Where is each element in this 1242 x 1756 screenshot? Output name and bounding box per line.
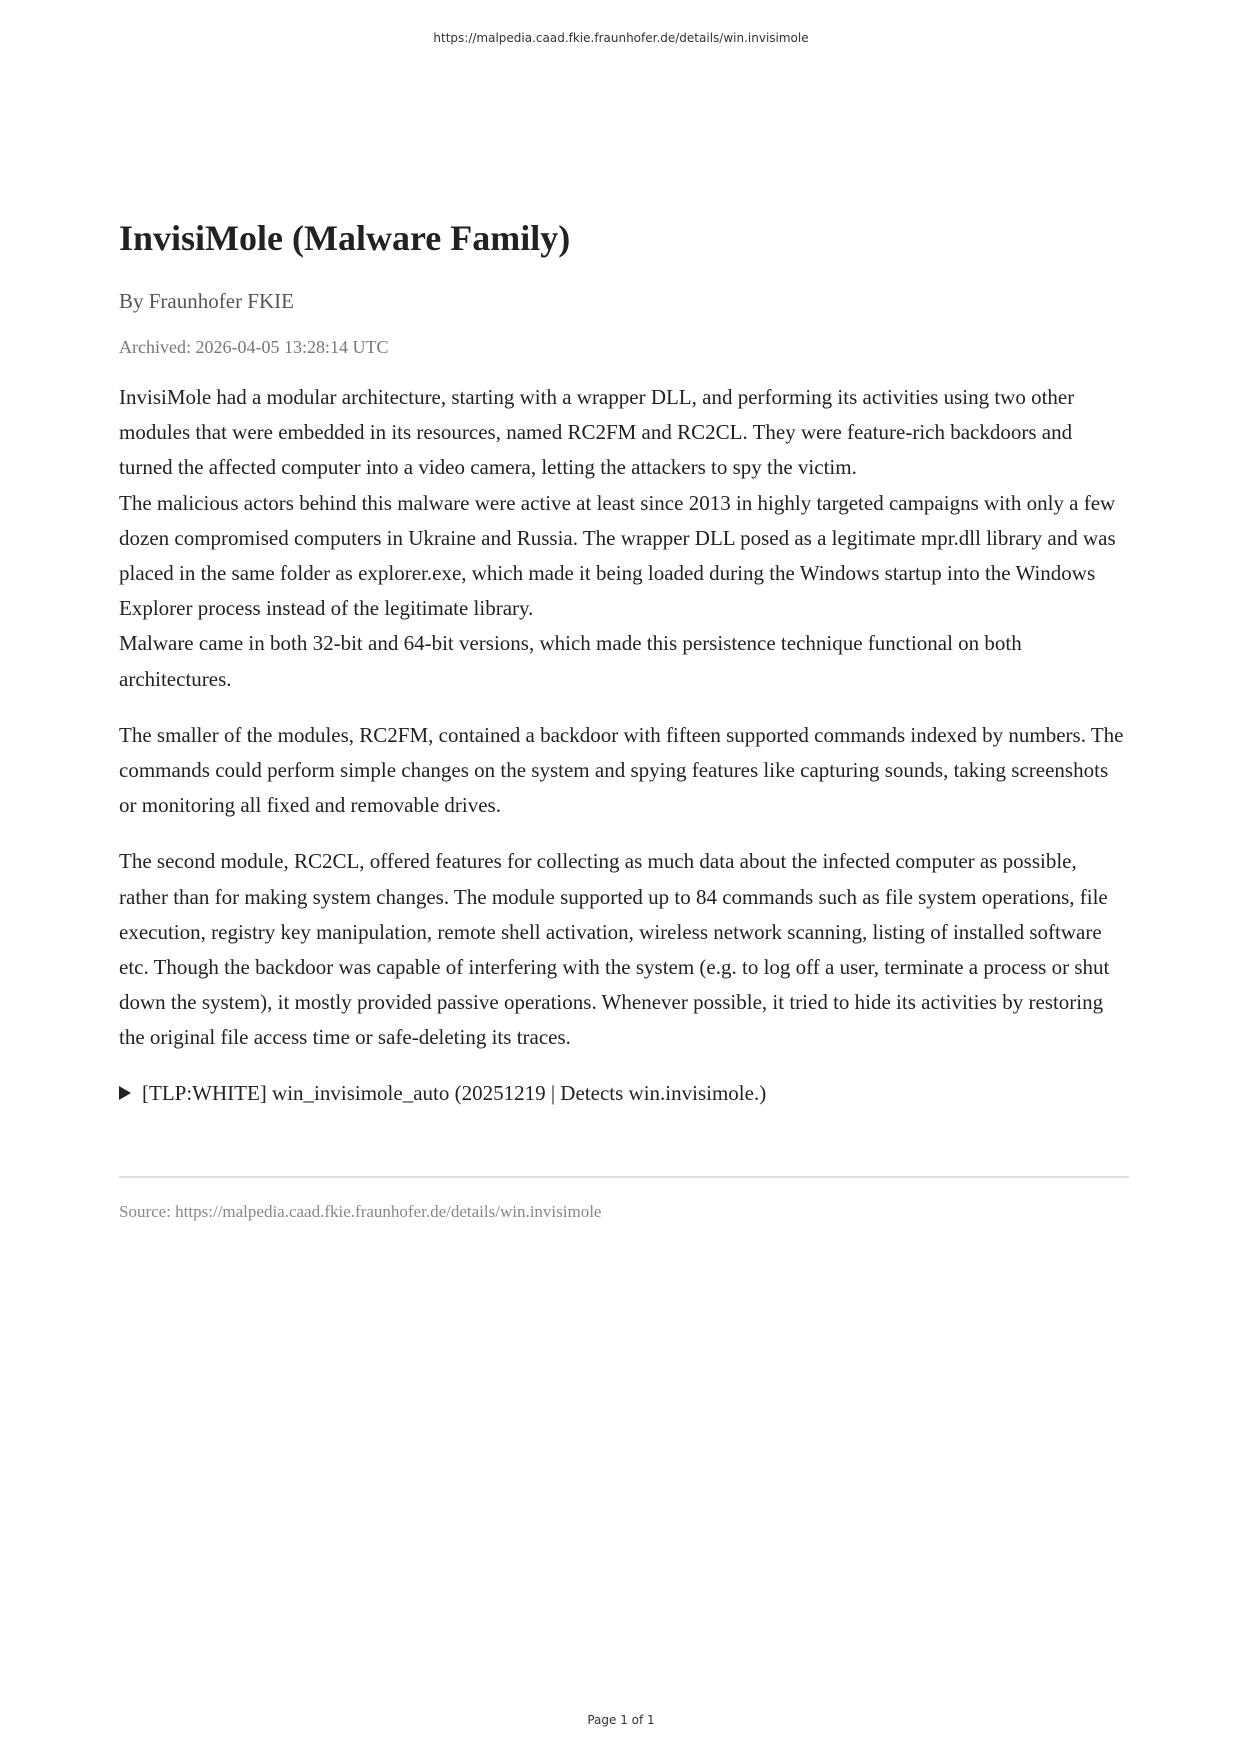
paragraph-line: The second module, RC2CL, offered features for collecting as much data about the infected computer as possible, rather than for making system changes. The module supported up to 84 commands such as file system operations, file execution, registry key manipulation, remote shell activation, wireless network scanning, listing of installed software etc. Though the backdoor was capable of interfering with the system (e.g. to log off a user, terminate a process or shut down the system), it mostly provided passive operations. Whenever possible, it tried to hide its activities by restoring the original file access time or safe-deleting its traces.	[119, 849, 1110, 1050]
disclosure-triangle-icon[interactable]	[119, 1086, 131, 1100]
page-title: InvisiMole (Malware Family)	[119, 218, 571, 258]
header-url: https://malpedia.caad.fkie.fraunhofer.de/details/win.invisimole	[433, 31, 809, 45]
paragraph-line: The malicious actors behind this malware were active at least since 2013 in highly targeted campaigns with only a few dozen compromised computers in Ukraine and Russia. The wrapper DLL posed as a legitimate mpr.dll library and was placed in the same folder as explorer.exe, which made it being loaded during the Windows startup into the Windows Explorer process instead of the legitimate library.	[119, 490, 1116, 621]
paragraph-line: Malware came in both 32-bit and 64-bit versions, which made this persistence technique functional on both architectures.	[119, 631, 1022, 691]
paragraph-line: InvisiMole had a modular architecture, starting with a wrapper DLL, and performing its activities using two other modules that were embedded in its resources, named RC2FM and RC2CL. They were feature-rich backdoors and turned the affected computer into a video camera, letting the attackers to spy the victim.	[119, 385, 1075, 480]
archived-timestamp: Archived: 2026-04-05 13:28:14 UTC	[119, 337, 389, 357]
page-number: Page 1 of 1	[587, 1713, 655, 1727]
paragraph-rc2cl	[119, 844, 1129, 1055]
byline: By Fraunhofer FKIE	[119, 289, 294, 313]
yara-rule-disclosure[interactable]	[119, 1078, 1129, 1108]
article	[119, 210, 1129, 1224]
paragraph-architecture	[119, 380, 1129, 697]
divider	[119, 1176, 1129, 1178]
article-body	[119, 380, 1129, 1056]
paragraph-line: The smaller of the modules, RC2FM, contained a backdoor with fifteen supported commands indexed by numbers. The commands could perform simple changes on the system and spying features like capturing sounds, taking screenshots or monitoring all fixed and removable drives.	[119, 722, 1124, 818]
yara-rule-label[interactable]: [TLP:WHITE] win_invisimole_auto (20251219 | Detects win.invisimole.)	[142, 1080, 767, 1105]
paragraph-rc2fm	[119, 718, 1129, 824]
source-line: Source: https://malpedia.caad.fkie.fraunhofer.de/details/win.invisimole	[119, 1201, 602, 1221]
